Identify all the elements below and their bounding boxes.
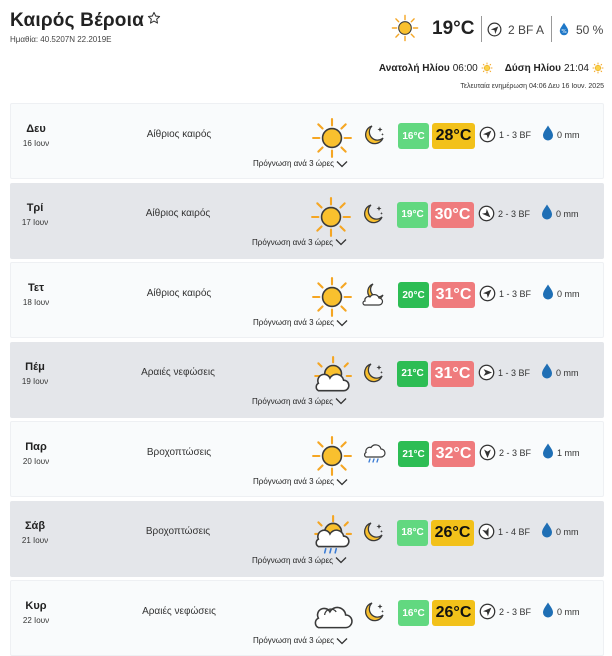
wind-speed: 2 - 3 BF — [499, 607, 532, 617]
wind-speed: 1 - 3 BF — [498, 367, 531, 378]
min-temperature: 19°C — [397, 202, 428, 228]
weather-description: Αίθριος καιρός — [146, 288, 212, 299]
min-temperature: 16°C — [398, 123, 429, 149]
current-wind: 2 BF A — [508, 23, 545, 37]
sun-icon — [311, 117, 353, 159]
rain-amount: 0 mm — [556, 208, 579, 219]
forecast-3h-label: Πρόγνωση ανά 3 ώρες — [253, 318, 334, 327]
wind-speed: 1 - 3 BF — [499, 289, 532, 299]
wind-direction-icon — [479, 603, 496, 625]
min-temperature: 21°C — [397, 361, 428, 387]
day-date: 17 Ιουν — [21, 217, 49, 227]
moon-stars-icon — [361, 123, 387, 149]
rain-drop-icon — [541, 363, 553, 384]
weather-description: Αίθριος καιρός — [145, 207, 211, 219]
sun-icon — [310, 196, 352, 238]
page-title: Καιρός Βέροια — [10, 10, 144, 31]
weather-description: Βροχοπτώσεις — [146, 447, 212, 458]
sun-cloud-icon — [310, 355, 352, 397]
sunset-icon — [592, 62, 604, 74]
max-temperature: 31°C — [432, 282, 475, 308]
sun-times — [379, 62, 604, 74]
day-name: Τρί — [26, 201, 44, 214]
min-temperature: 18°C — [397, 520, 428, 546]
forecast-3h-toggle[interactable] — [253, 477, 348, 486]
sunrise-label: Ανατολή Ηλίου — [378, 62, 450, 74]
day-date: 18 Ιουν — [22, 298, 50, 307]
max-temperature: 26°C — [431, 520, 474, 546]
cloud-rain-icon — [361, 441, 387, 467]
day-name: Σάβ — [24, 519, 46, 532]
forecast-3h-toggle[interactable] — [252, 238, 347, 247]
forecast-3h-toggle[interactable] — [253, 636, 348, 645]
forecast-3h-label: Πρόγνωση ανά 3 ώρες — [253, 159, 334, 168]
max-temperature: 26°C — [432, 600, 475, 626]
forecast-3h-label: Πρόγνωση ανά 3 ώρες — [253, 477, 334, 486]
sun-cloud-rain-icon — [310, 514, 352, 556]
min-temperature: 20°C — [398, 282, 429, 308]
max-temperature: 32°C — [432, 441, 475, 467]
chevron-down-icon — [336, 160, 348, 168]
last-updated: Τελευταία ενημέρωση 04:06 Δευ 16 Ιουν. 2025 — [460, 83, 604, 90]
weather-description: Βροχοπτώσεις — [145, 525, 211, 537]
day-date: 20 Ιουν — [22, 457, 50, 466]
rain-amount: 0 mm — [556, 526, 579, 537]
wind-direction-icon — [487, 22, 502, 42]
sun-icon — [311, 276, 353, 318]
weather-description: Αραιές νεφώσεις — [141, 366, 215, 378]
min-temperature: 21°C — [398, 441, 429, 467]
chevron-down-icon — [336, 637, 348, 645]
wind-speed: 1 - 3 BF — [499, 130, 532, 140]
forecast-row-7[interactable] — [10, 580, 604, 656]
moon-stars-icon — [361, 600, 387, 626]
rain-amount: 0 mm — [557, 607, 580, 617]
forecast-3h-label: Πρόγνωση ανά 3 ώρες — [252, 237, 333, 247]
rain-drop-icon — [541, 204, 553, 225]
forecast-3h-toggle[interactable] — [252, 397, 347, 406]
forecast-row-6[interactable] — [10, 501, 604, 577]
max-temperature: 28°C — [432, 123, 475, 149]
weather-description: Αίθριος καιρός — [146, 129, 212, 140]
sunrise-time: 06:00 — [452, 62, 478, 74]
weather-description: Αραιές νεφώσεις — [142, 606, 216, 617]
rain-amount: 1 mm — [557, 448, 580, 458]
day-name: Κυρ — [25, 600, 47, 612]
wind-speed: 2 - 3 BF — [498, 208, 531, 219]
forecast-row-4[interactable] — [10, 342, 604, 418]
wind-direction-icon — [478, 523, 495, 545]
wind-direction-icon — [478, 364, 495, 386]
moon-stars-icon — [360, 520, 386, 546]
moon-cloud-icon — [361, 282, 387, 308]
day-date: 19 Ιουν — [21, 376, 49, 386]
forecast-3h-label: Πρόγνωση ανά 3 ώρες — [252, 555, 333, 565]
rain-drop-icon — [542, 602, 554, 623]
moon-stars-icon — [360, 361, 386, 387]
wind-direction-icon — [479, 444, 496, 466]
header — [0, 0, 612, 100]
wind-speed: 2 - 3 BF — [499, 448, 532, 458]
moon-stars-icon — [360, 202, 386, 228]
rain-drop-icon — [542, 125, 554, 146]
rain-amount: 0 mm — [557, 130, 580, 140]
forecast-3h-toggle[interactable] — [253, 318, 348, 327]
day-date: 21 Ιουν — [21, 535, 49, 545]
forecast-row-1[interactable] — [10, 103, 604, 179]
sunrise-icon — [481, 62, 493, 74]
sun-icon — [311, 435, 353, 477]
min-temperature: 16°C — [398, 600, 429, 626]
favorite-star-icon[interactable] — [147, 11, 161, 30]
divider — [481, 16, 482, 42]
current-temperature: 19°C — [432, 18, 475, 39]
forecast-3h-label: Πρόγνωση ανά 3 ώρες — [252, 396, 333, 406]
day-date: 22 Ιουν — [22, 616, 50, 625]
rain-amount: 0 mm — [557, 289, 580, 299]
rain-amount: 0 mm — [556, 367, 579, 378]
day-name: Τετ — [27, 282, 45, 294]
chevron-down-icon — [336, 478, 348, 486]
chevron-down-icon — [335, 556, 347, 564]
divider — [551, 16, 552, 42]
svg-text:%: % — [561, 29, 567, 36]
current-humidity: 50 % — [576, 23, 604, 37]
humidity-icon — [557, 22, 571, 41]
day-name: Παρ — [25, 441, 47, 453]
rain-drop-icon — [542, 284, 554, 305]
forecast-row-5[interactable] — [10, 421, 604, 497]
rain-drop-icon — [541, 522, 553, 543]
forecast-3h-label: Πρόγνωση ανά 3 ώρες — [253, 636, 334, 645]
forecast-row-3[interactable] — [10, 262, 604, 338]
chevron-down-icon — [335, 397, 347, 405]
cloud-icon — [311, 594, 353, 636]
wind-speed: 1 - 4 BF — [498, 526, 531, 537]
rain-drop-icon — [542, 443, 554, 464]
current-sun-icon — [391, 14, 419, 47]
wind-direction-icon — [479, 285, 496, 307]
location-coords: Ημαθία: 40.5207N 22.2019E — [10, 35, 112, 44]
chevron-down-icon — [335, 238, 347, 246]
wind-direction-icon — [479, 126, 496, 148]
day-name: Δευ — [26, 123, 46, 135]
sunset-label: Δύση Ηλίου — [504, 62, 561, 74]
forecast-3h-toggle[interactable] — [253, 159, 348, 168]
day-date: 16 Ιουν — [22, 139, 50, 148]
max-temperature: 31°C — [431, 361, 474, 387]
chevron-down-icon — [336, 319, 348, 327]
forecast-row-2[interactable] — [10, 183, 604, 259]
day-name: Πέμ — [25, 360, 45, 373]
max-temperature: 30°C — [431, 202, 474, 228]
wind-direction-icon — [478, 205, 495, 227]
forecast-3h-toggle[interactable] — [252, 556, 347, 565]
sunset-time: 21:04 — [563, 62, 589, 74]
